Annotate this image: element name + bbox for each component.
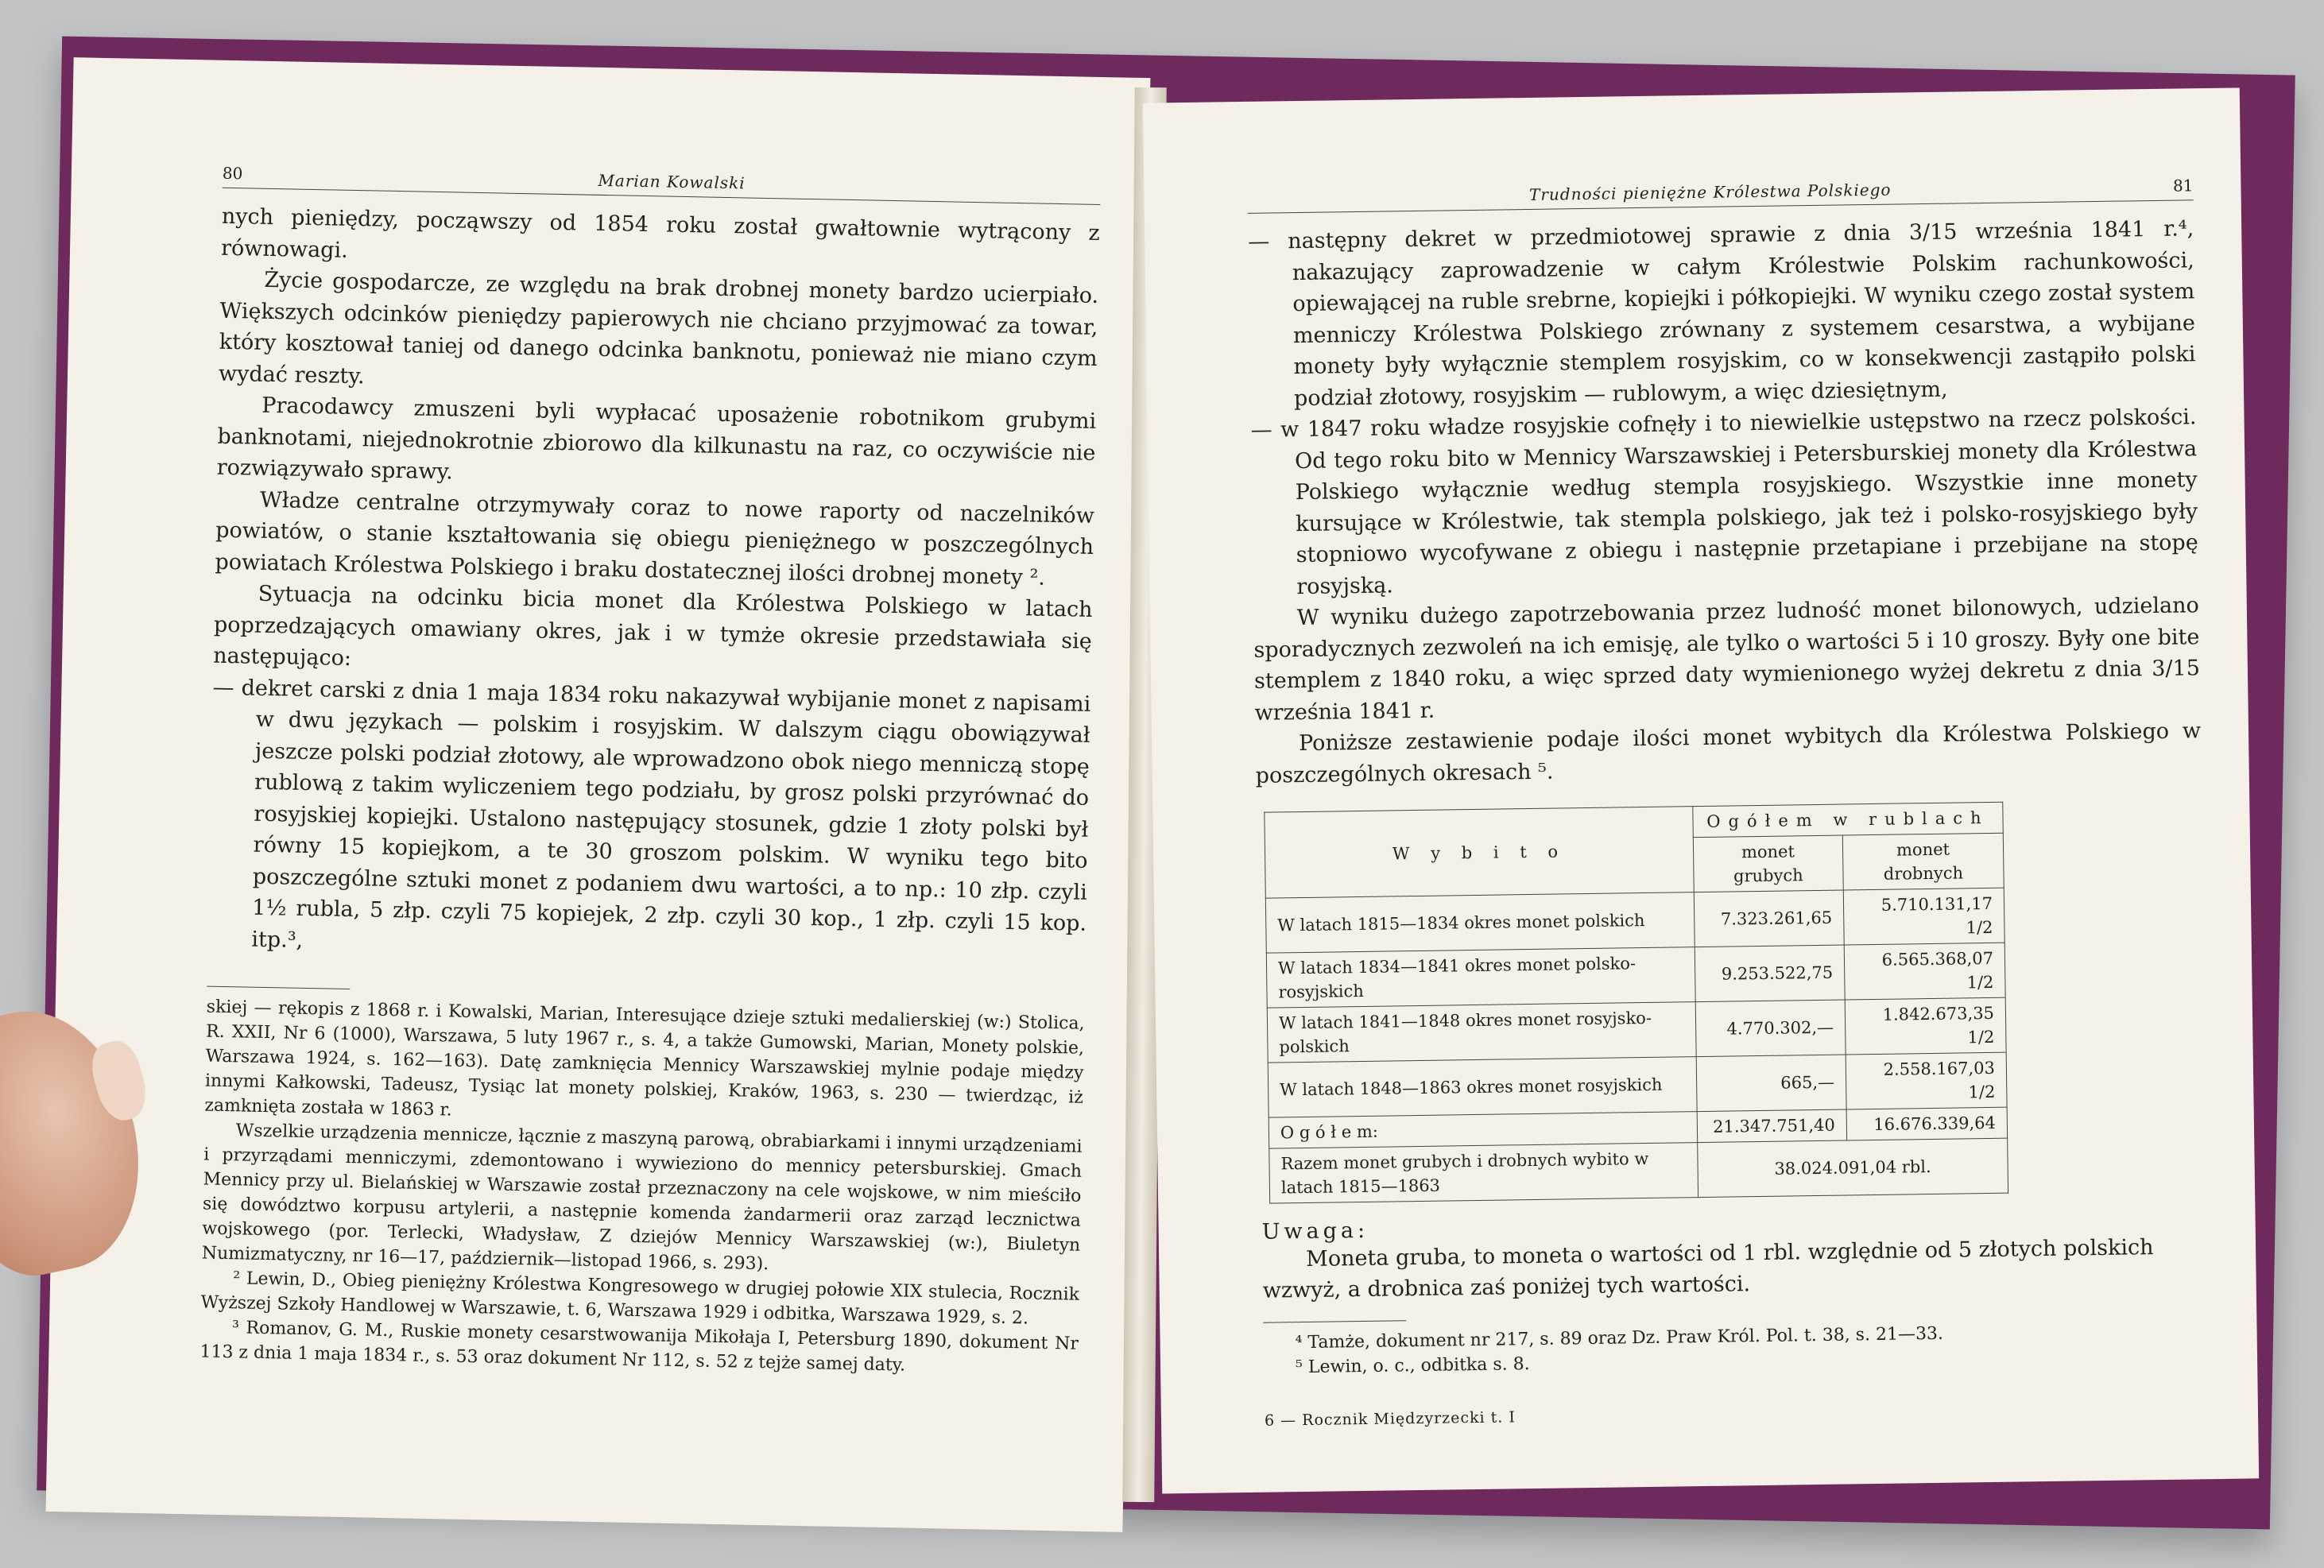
total-drobne: 16.676.339,64: [1846, 1107, 2008, 1140]
cell-drobne: 5.710.131,17 1/2: [1843, 888, 2004, 945]
cell-drobne: 2.558.167,03 1/2: [1846, 1052, 2007, 1109]
footnote-rule: [207, 986, 350, 989]
footnote: skiej — rękopis z 1868 r. i Kowalski, Marian, Interesujące dzieje sztuki medalierskiej (w:) Stolica, R. XXII, Nr 6 (1000), Warszawa, 5 luty 1967 r., s. 4, a także Gumowski, Marian, Monety polskie, Warszawa 1924, s. 162—163). Datę zamknięcia Mennicy Warszawskiej mylnie podaje między innymi Kałkowski, Tadeusz, Tysiąc lat monety polskiej, Kraków, 1963, s. 230 — twierdząc, iż zamknięta została w 1863 r.: [204, 997, 1085, 1121]
left-running-head: [223, 164, 1101, 205]
signature-line: 6 — Rocznik Międzyrzecki t. I: [1264, 1408, 1516, 1430]
footnote: ⁴ Tamże, dokument nr 217, s. 89 oraz Dz. Praw Król. Pol. t. 38, s. 21—33.: [1295, 1323, 1944, 1353]
paragraph: Pracodawcy zmuszeni byli wypłacać uposażenie robotnikom grubymi banknotami, niejednokrotnie zbiorowo dla kilkunastu na raz, co oczywiście nie rozwiązywało sprawy.: [216, 393, 1097, 485]
sum-value: 38.024.091,04 rbl.: [1698, 1138, 2008, 1197]
footnote: ⁵ Lewin, o. c., odbitka s. 8.: [1295, 1354, 1530, 1378]
footnote: ³ Romanov, G. M., Ruskie monety cesarstwowanija Mikołaja I, Petersburg 1890, dokument Nr 113 z dnia 1 maja 1834 r., s. 53 oraz dokument Nr 112, s. 52 z tejże samej daty.: [199, 1318, 1079, 1376]
total-grube: 21.347.751,40: [1697, 1109, 1847, 1143]
row-label: W latach 1834—1841 okres monet polsko-rosyjskich: [1266, 947, 1695, 1009]
left-body-text: [207, 201, 1100, 971]
header-ogolem: Ogółem w rublach: [1693, 802, 2004, 837]
header-grube: monet grubych: [1693, 835, 1843, 892]
row-label: W latach 1841—1848 okres monet rosyjsko-polskich: [1267, 1002, 1696, 1063]
row-label: W latach 1848—1863 okres monet rosyjskich: [1268, 1057, 1697, 1118]
left-running-title: Marian Kowalski: [598, 170, 746, 193]
sum-label: Razem monet grubych i drobnych wybito w latach 1815—1863: [1269, 1143, 1698, 1204]
paragraph: — następny dekret w przedmiotowej sprawie z dnia 3/15 września 1841 r.⁴, nakazujący zaprowadzenie w całym Królestwie Polskim rachunkowości, opiewającej na ruble srebrne, kopiejki i półkopiejki. W wyniku czego został system menniczy Królestwa Polskiego zrównany z systemem cesarstwa, a wybijane monety były wyłącznie stemplem rosyjskim, co w konsekwencji zastąpiło polski podział złotowy, rosyjskim — rublowym, a więc dziesiętnym,: [1248, 216, 2196, 411]
table-row: [1265, 888, 2004, 953]
table-row: [1268, 1052, 2007, 1117]
cell-grube: 9.253.522,75: [1695, 945, 1845, 1002]
total-label: O g ó ł e m:: [1269, 1112, 1697, 1149]
row-label: W latach 1815—1834 okres monet polskich: [1265, 892, 1695, 954]
right-body-text: [1248, 213, 2202, 792]
left-page-number: 80: [222, 163, 243, 184]
table-sum-row: [1269, 1138, 2008, 1203]
footnote-rule: [1263, 1320, 1406, 1323]
table-row: [1266, 943, 2005, 1008]
table-row: [1267, 997, 2006, 1063]
cell-grube: 665,—: [1696, 1055, 1846, 1112]
paragraph: W wyniku dużego zapotrzebowania przez ludność monet bilonowych, udzielano sporadycznych zezwoleń na ich emisję, ale tylko o wartości 5 i 10 groszy. Były one bite stemplem z 1840 roku, a więc sprzed daty wymienionego wyżej dekretu z dnia 3/15 września 1841 r.: [1253, 593, 2201, 726]
left-page: [46, 57, 1151, 1532]
cell-drobne: 1.842.673,35 1/2: [1845, 997, 2006, 1055]
paragraph: Władze centralne otrzymywały coraz to nowe raporty od naczelników powiatów, o stanie kształtowania się obiegu pieniężnego w poszczególnych powiatach Królestwa Polskiego i braku dostatecznej ilości drobnej monety ².: [215, 487, 1095, 590]
right-page-number: 81: [2172, 176, 2194, 196]
left-footnotes: [199, 995, 1085, 1381]
header-drobne: monet drobnych: [1842, 833, 2004, 890]
cell-grube: 4.770.302,—: [1695, 1000, 1846, 1057]
right-running-title: Trudności pieniężne Królestwa Polskiego: [1528, 180, 1892, 204]
right-footnotes: [1263, 1318, 2210, 1380]
paragraph: Poniższe zestawienie podaje ilości monet wybitych dla Królestwa Polskiego w poszczególnych okresach ⁵.: [1255, 718, 2202, 788]
header-wybito: W y b i t o: [1265, 807, 1694, 899]
paragraph: Życie gospodarcze, ze względu na brak drobnej monety bardzo ucierpiało. Większych odcinków pieniędzy papierowych nie chciano przyjmować za towar, który kosztował taniej od danego odcinka banknotu, ponieważ nie miano czym wydać reszty.: [218, 267, 1099, 389]
paragraph: — w 1847 roku władze rosyjskie cofnęły i to niewielkie ustępstwo na rzecz polskości. Od tego roku bito w Mennicy Warszawskiej i Petersburskiej monety dla Królestwa Polskiego wyłącznie według stempla rosyjskiego. Wszystkie inne monety kursujące w Królestwie, tak stempla polskiego, jak też i polsko-rosyjskiego były stopniowo wycofywane z obiegu i następnie przetapiane i przebijane na stopę rosyjską.: [1250, 405, 2198, 599]
cell-grube: 7.323.261,65: [1694, 890, 1844, 947]
footnote: Wszelkie urządzenia mennicze, łącznie z maszyną parową, obrabiarkami i innymi urządzeniami i przyrządami menniczymi, zdemontowano i wywieziono do mennicy petersburskiej. Gmach Mennicy przy ul. Bielańskiej w Warszawie został przeznaczony na cele wojskowe, w nim mieściło się dowództwo korpusu artylerii, a następnie komenda żandarmerii oraz zarząd lecznictwa wojskowego (por. Terlecki, Władysław, Z dziejów Mennicy Warszawskiej (w:), Biuletyn Numizmatyczny, nr 16—17, październik—listopad 1966, s. 293).: [201, 1121, 1083, 1275]
footnote: ² Lewin, D., Obieg pieniężny Królestwa Kongresowego w drugiej połowie XIX stulecia, Rocznik Wyższej Szkoły Handlowej w Warszawie, t. 6, Warszawa 1929 i odbitka, Warszawa 1929, s. 2.: [200, 1268, 1080, 1329]
note-heading: Uwaga:: [1261, 1218, 1369, 1245]
right-page: [1143, 87, 2259, 1493]
cell-drobne: 6.565.368,07 1/2: [1844, 943, 2005, 1000]
note-text: Moneta gruba, to moneta o wartości od 1 rbl. względnie od 5 złotych polskich wzwyż, a drobnica zaś poniżej tych wartości.: [1262, 1235, 2154, 1303]
minting-table: [1264, 802, 2008, 1204]
paragraph: — dekret carski z dnia 1 maja 1834 roku nakazywał wybijanie monet z napisami w dwu językach — polskim i rosyjskim. W dalszym ciągu obowiązywał jeszcze polski podział złotowy, ale wprowadzono obok niego menniczą stopę rublową z takim wyliczeniem tego podziału, by grosz polski przyrównać do rosyjskiej kopiejki. Ustalono następujący stosunek, gdzie 1 złoty polski był równy 15 kopiejkom, a te 30 groszom polskim. W wyniku tego bito poszczególne sztuki monet z podaniem dwu wartości, a to np.: 10 złp. czyli 1½ rubla, 5 złp. czyli 75 kopiejek, 2 złp. czyli 30 kop., 1 złp. czyli 15 kop. itp.³,: [212, 675, 1091, 953]
paragraph: nych pieniędzy, począwszy od 1854 roku został gwałtownie wytrącony z równowagi.: [220, 203, 1100, 263]
paragraph: Sytuacja na odcinku bicia monet dla Królestwa Polskiego w latach poprzedzających omawiany okres, jak i w tymże okresie przedstawiała się następująco:: [212, 581, 1093, 672]
right-running-head: [1247, 176, 2193, 214]
